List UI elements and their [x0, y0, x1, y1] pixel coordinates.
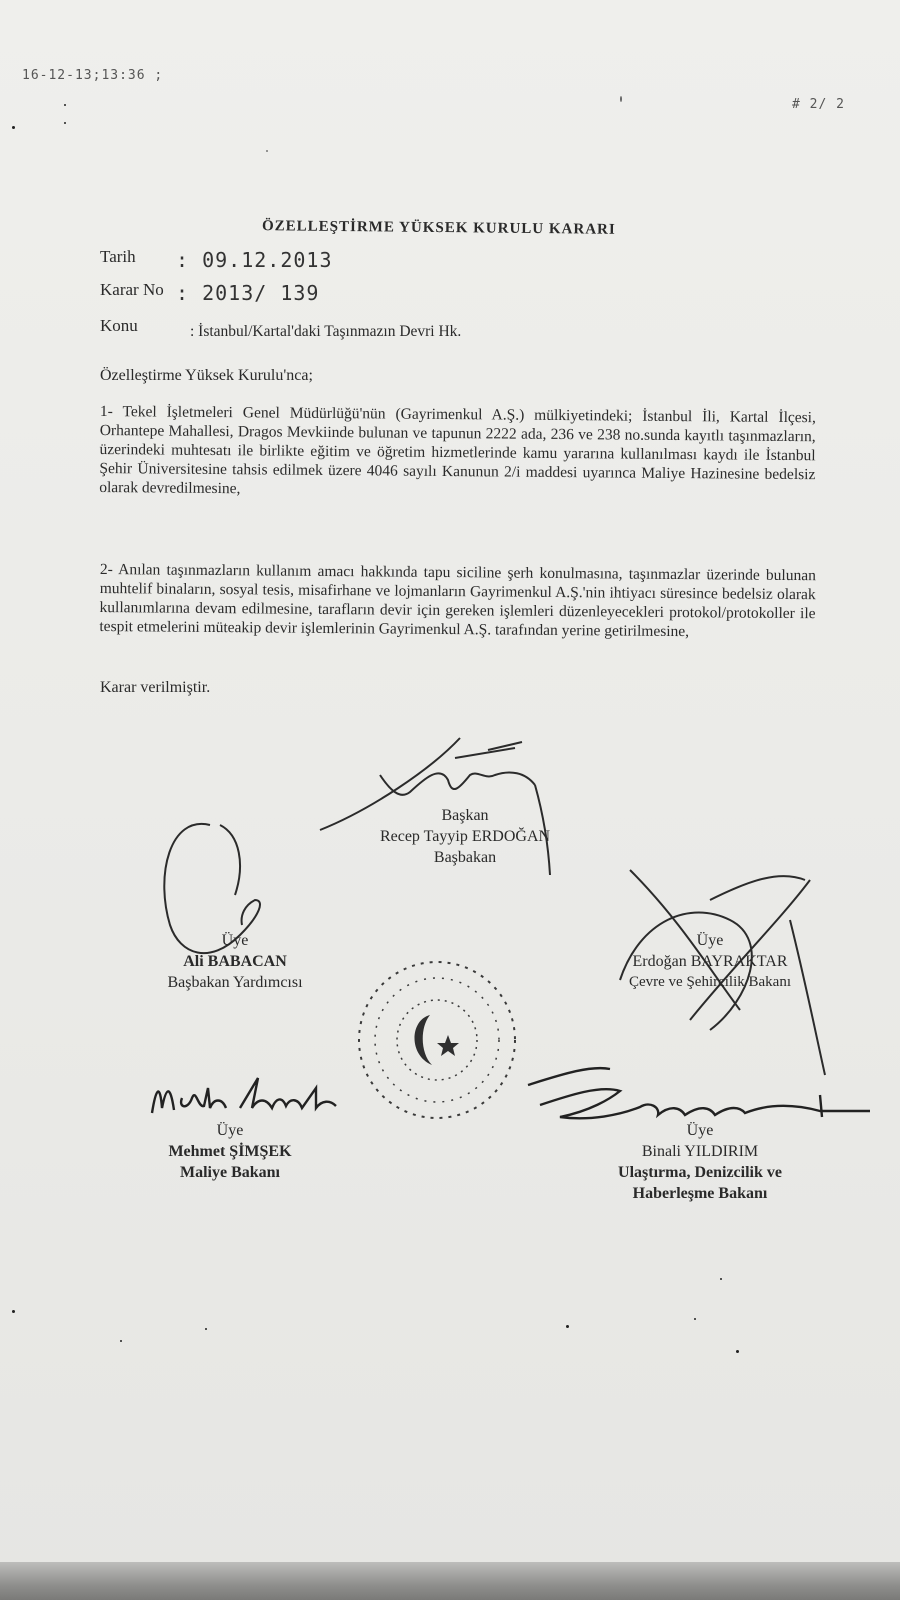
paragraph-text: 1- Tekel İşletmeleri Genel Müdürlüğü'nün (Gayrimenkul A.Ş.) mülkiyetindeki; İstanbul İli, Kartal İlçesi, Orhantepe Mahallesi, Dragos Mevkiinde bulunan ve tapunun 2222 ada, 236 ve 238 no.sunda kayıtlı taşınmazların, üzerindeki muhtesatı ile birlikte eğitim ve öğretim hizmetlerinde kamu yararına kullanılması kaydı ile İstanbul Şehir Üniversitesine tahsis edilmek üzere 4046 sayılı Kanunun 2/i maddesi uyarınca Maliye Hazinesine bedelsiz olarak devredilmesine, — [99, 402, 816, 498]
member2-signature-block — [560, 930, 860, 993]
member3-signature — [148, 1068, 388, 1128]
member3-name: Mehmet ŞİMŞEK — [168, 1143, 292, 1160]
subject-value: : İstanbul/Kartal'daki Taşınmazın Devri Hk. — [190, 323, 462, 340]
member3-title: Maliye Bakanı — [179, 1164, 280, 1181]
member1-signature-block — [110, 930, 360, 993]
chair-title: Başbakan — [433, 849, 497, 866]
decision-paragraph-2 — [99, 560, 816, 642]
member4-title-line1: Ulaştırma, Denizcilik ve — [618, 1164, 782, 1181]
chair-signature-block — [330, 805, 600, 868]
closing-line: Karar verilmiştir. — [100, 679, 211, 696]
official-seal — [352, 955, 522, 1125]
member3-signature-block — [100, 1120, 360, 1183]
member4-name: Binali YILDIRIM — [641, 1143, 759, 1160]
intro-line: Özelleştirme Yüksek Kurulu'nca; — [100, 367, 313, 384]
date-value: : 09.12.2013 — [176, 248, 333, 272]
paragraph-text: 2- Anılan taşınmazların kullanım amacı hakkında tapu siciline şerh konulmasına, taşınmazlar üzerinde bulunan muhtelif binaların, sosyal tesis, misafirhane ve lojmanların Gayrimenkul A.Ş.'nin ihtiyacı süresince bedelsiz olarak kullanımlarına devam edilmesine, tarafların devir için gereken işlemleri düzenleyecekleri protokol/protokoller ile tespit etmelerini müteakip devir işlemlerinin Gayrimenkul A.Ş. tarafından yerine getirilmesine, — [99, 560, 816, 641]
fax-timestamp: 16-12-13;13:36 ; — [22, 68, 164, 83]
decision-paragraph-1 — [99, 402, 816, 503]
scan-bottom-edge — [0, 1562, 900, 1600]
page-marker: # 2/ 2 — [792, 97, 845, 112]
member4-signature-block — [560, 1120, 840, 1204]
member4-title-line2: Haberleşme Bakanı — [632, 1185, 768, 1202]
document-title: ÖZELLEŞTİRME YÜKSEK KURULU KARARI — [261, 218, 616, 238]
decision-number-label: Karar No — [100, 280, 164, 299]
date-label: Tarih — [100, 247, 136, 266]
decision-number-value: : 2013/ 139 — [176, 281, 320, 305]
member2-role: Üye — [696, 932, 724, 949]
member2-title: Çevre ve Şehircilik Bakanı — [628, 974, 792, 990]
member4-role: Üye — [686, 1122, 714, 1139]
member1-name: Ali BABACAN — [183, 953, 287, 970]
member1-title: Başbakan Yardımcısı — [167, 974, 303, 991]
member3-role: Üye — [216, 1122, 244, 1139]
chair-name: Recep Tayyip ERDOĞAN — [379, 828, 551, 845]
member2-name: Erdoğan BAYRAKTAR — [632, 953, 788, 970]
chair-role: Başkan — [441, 807, 489, 824]
subject-label: Konu — [100, 316, 138, 335]
member1-role: Üye — [221, 932, 249, 949]
